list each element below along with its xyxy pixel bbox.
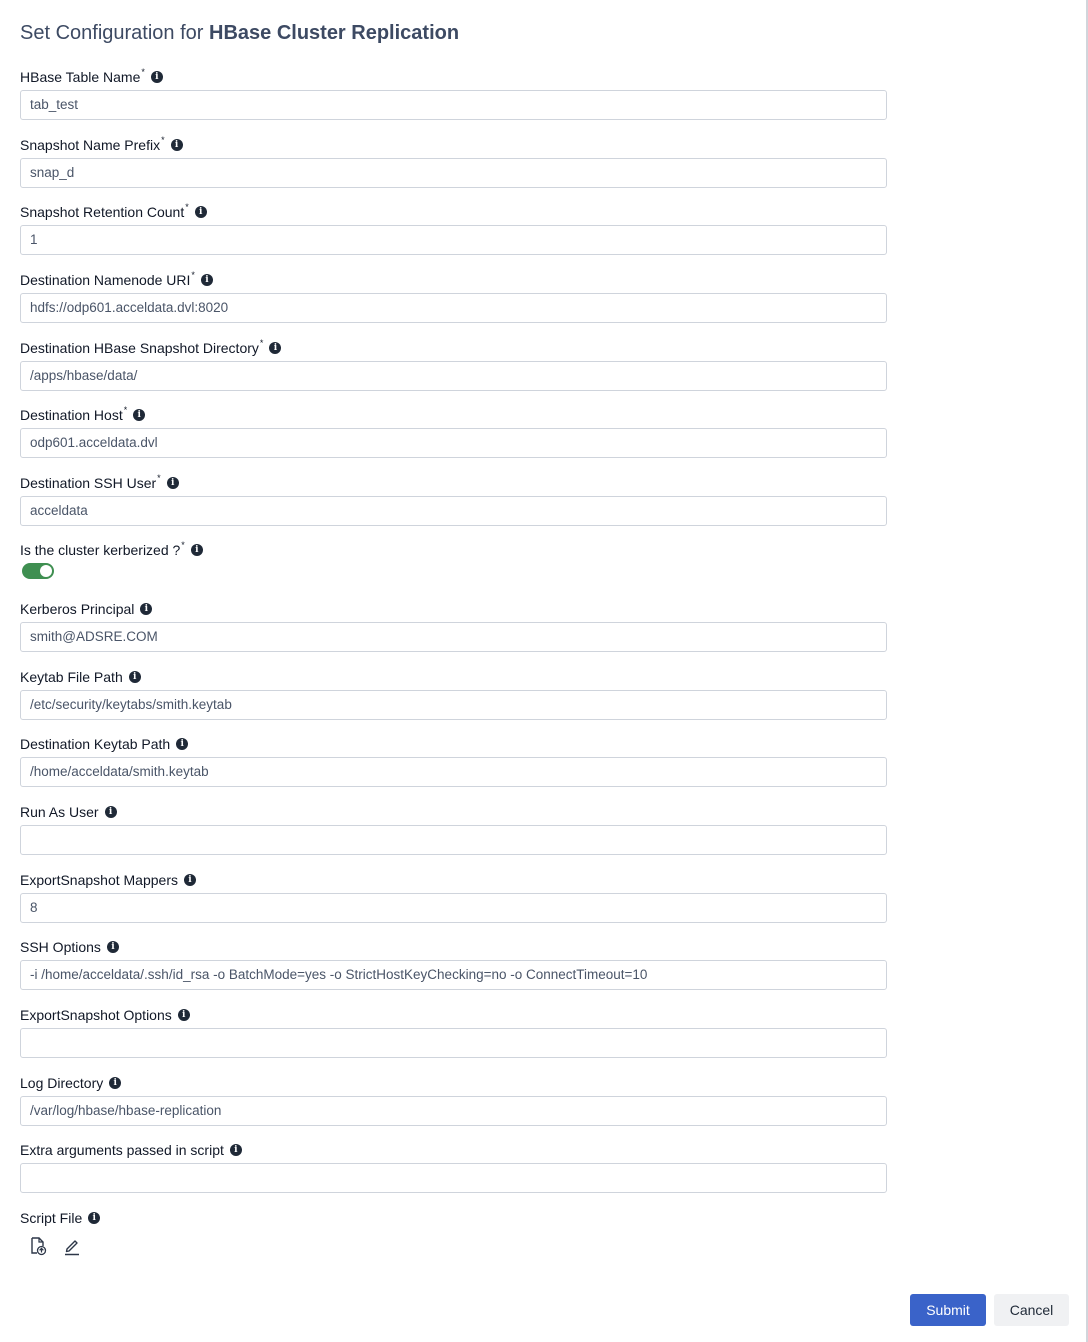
field-label: Destination SSH User (20, 475, 157, 491)
required-marker: * (157, 473, 161, 483)
info-icon[interactable]: i (167, 477, 179, 489)
info-icon[interactable]: i (178, 1009, 190, 1021)
info-icon[interactable]: i (191, 544, 203, 556)
info-icon[interactable]: i (129, 671, 141, 683)
file-upload-icon[interactable] (28, 1236, 48, 1256)
info-icon[interactable]: i (151, 71, 163, 83)
title-service-name: HBase Cluster Replication (209, 22, 460, 44)
cancel-button[interactable]: Cancel (994, 1294, 1069, 1326)
field-extra-arguments (20, 1140, 887, 1193)
kerberos-principal-input[interactable]: smith@ADSRE.COM (20, 622, 887, 652)
info-icon[interactable]: i (109, 1077, 121, 1089)
info-icon[interactable]: i (140, 603, 152, 615)
field-destination-hbase-snapshot-directory (20, 338, 887, 391)
required-marker: * (161, 135, 165, 145)
field-label: Run As User (20, 804, 99, 820)
info-icon[interactable]: i (230, 1144, 242, 1156)
info-icon[interactable]: i (201, 274, 213, 286)
toggle-knob (40, 565, 52, 577)
field-hbase-table-name (20, 67, 887, 120)
field-label: Destination Keytab Path (20, 736, 171, 752)
info-icon[interactable]: i (171, 139, 183, 151)
field-label: HBase Table Name (20, 69, 141, 85)
required-marker: * (259, 338, 264, 348)
destination-host-input[interactable]: odp601.acceldata.dvl (20, 428, 887, 458)
destination-keytab-path-input[interactable]: /home/acceldata/smith.keytab (20, 757, 887, 787)
field-exportsnapshot-options (20, 1005, 887, 1058)
field-ssh-options (20, 937, 887, 990)
destination-namenode-uri-input[interactable]: hdfs://odp601.acceldata.dvl:8020 (20, 293, 887, 323)
exportsnapshot-options-input[interactable] (20, 1028, 887, 1058)
title-prefix: Set Configuration for (20, 22, 204, 44)
field-label: Extra arguments passed in script (20, 1142, 224, 1158)
edit-pencil-icon[interactable] (62, 1236, 82, 1256)
info-icon[interactable]: i (88, 1212, 100, 1224)
field-kerberos-principal (20, 599, 887, 652)
info-icon[interactable]: i (105, 806, 117, 818)
field-destination-host (20, 405, 887, 458)
field-label: ExportSnapshot Mappers (20, 872, 178, 888)
field-label: SSH Options (20, 939, 101, 955)
field-snapshot-name-prefix (20, 135, 887, 188)
log-directory-input[interactable]: /var/log/hbase/hbase-replication (20, 1096, 887, 1126)
destination-ssh-user-input[interactable]: acceldata (20, 496, 887, 526)
info-icon[interactable]: i (107, 941, 119, 953)
keytab-file-path-input[interactable]: /etc/security/keytabs/smith.keytab (20, 690, 887, 720)
field-label: Snapshot Retention Count (20, 204, 185, 220)
field-exportsnapshot-mappers (20, 870, 887, 923)
field-label: Snapshot Name Prefix (20, 137, 161, 153)
field-label: Keytab File Path (20, 669, 123, 685)
field-run-as-user (20, 802, 887, 855)
info-icon[interactable]: i (133, 409, 145, 421)
destination-hbase-snapshot-directory-input[interactable]: /apps/hbase/data/ (20, 361, 887, 391)
required-marker: * (141, 67, 145, 77)
required-marker: * (185, 202, 189, 212)
page-title (20, 22, 459, 45)
snapshot-name-prefix-input[interactable]: snap_d (20, 158, 887, 188)
field-log-directory (20, 1073, 887, 1126)
field-destination-keytab-path (20, 734, 887, 787)
run-as-user-input[interactable] (20, 825, 887, 855)
info-icon[interactable]: i (269, 342, 281, 354)
field-label: Script File (20, 1210, 83, 1226)
field-destination-namenode-uri (20, 270, 887, 323)
submit-button[interactable]: Submit (910, 1294, 986, 1326)
field-label: Destination Namenode URI (20, 272, 191, 288)
info-icon[interactable]: i (176, 738, 188, 750)
field-label: Kerberos Principal (20, 601, 135, 617)
required-marker: * (123, 405, 128, 415)
field-label: ExportSnapshot Options (20, 1007, 172, 1023)
required-marker: * (191, 270, 195, 280)
field-kerberized (20, 540, 887, 560)
field-keytab-file-path (20, 667, 887, 720)
extra-arguments-input[interactable] (20, 1163, 887, 1193)
info-icon[interactable]: i (184, 874, 196, 886)
ssh-options-input[interactable]: -i /home/acceldata/.ssh/id_rsa -o BatchMode=yes -o StrictHostKeyChecking=no -o ConnectTimeout=10 (20, 960, 887, 990)
field-label: Log Directory (20, 1075, 104, 1091)
field-label: Is the cluster kerberized ? (20, 542, 181, 558)
field-script-file (20, 1208, 887, 1228)
hbase-table-name-input[interactable]: tab_test (20, 90, 887, 120)
kerberized-toggle[interactable] (22, 563, 54, 579)
required-marker: * (181, 540, 185, 550)
field-label: Destination Host (20, 407, 123, 423)
field-label: Destination HBase Snapshot Directory (20, 340, 259, 356)
exportsnapshot-mappers-input[interactable]: 8 (20, 893, 887, 923)
field-snapshot-retention-count (20, 202, 887, 255)
script-file-actions (28, 1236, 82, 1256)
info-icon[interactable]: i (195, 206, 207, 218)
snapshot-retention-count-input[interactable]: 1 (20, 225, 887, 255)
field-destination-ssh-user (20, 473, 887, 526)
